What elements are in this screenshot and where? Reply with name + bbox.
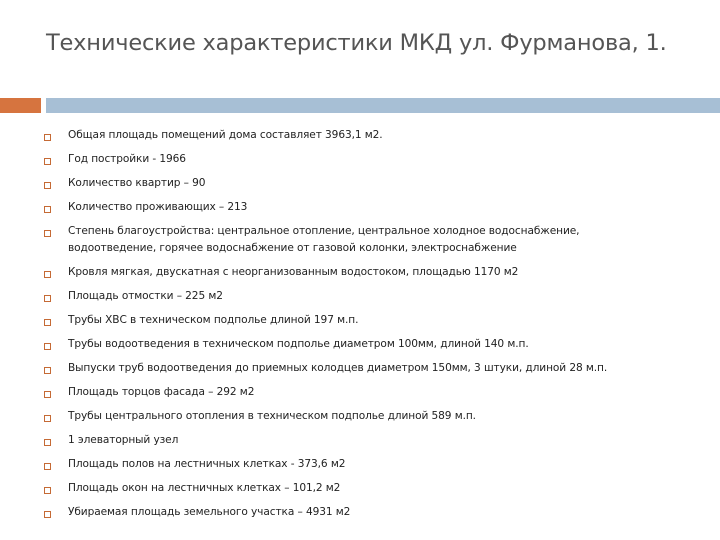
square-bullet-icon (44, 158, 51, 165)
square-bullet-icon (44, 343, 51, 350)
bullet-text: Трубы водоотведения в техническом подполье диаметром 100мм, длиной 140 м.п. (68, 338, 529, 350)
bullet-text: Площадь отмостки – 225 м2 (68, 290, 223, 302)
bullet-item-build-year (44, 153, 704, 168)
bullet-text: Трубы центрального отопления в техническом подполье длиной 589 м.п. (68, 410, 476, 422)
bullet-text: Количество квартир – 90 (68, 177, 206, 189)
square-bullet-icon (44, 230, 51, 237)
slide-title: Технические характеристики МКД ул. Фурманова, 1. (46, 30, 667, 56)
bullet-item-stair-windows (44, 482, 704, 497)
bullet-item-residents (44, 201, 704, 216)
bullet-text: Количество проживающих – 213 (68, 201, 248, 213)
square-bullet-icon (44, 391, 51, 398)
bullet-text: Площадь полов на лестничных клетках - 373,6 м2 (68, 458, 346, 470)
square-bullet-icon (44, 511, 51, 518)
bullet-item-facade-ends (44, 386, 704, 401)
bullet-item-blind-area (44, 290, 704, 305)
square-bullet-icon (44, 206, 51, 213)
bullet-item-stair-floors (44, 458, 704, 473)
square-bullet-icon (44, 271, 51, 278)
bullet-item-heating-pipes (44, 410, 704, 425)
bullet-text: Площадь окон на лестничных клетках – 101,2 м2 (68, 482, 341, 494)
bullet-text: Трубы ХВС в техническом подполье длиной 197 м.п. (68, 314, 359, 326)
bullet-text: Кровля мягкая, двускатная с неорганизованным водостоком, площадью 1170 м2 (68, 266, 519, 278)
square-bullet-icon (44, 415, 51, 422)
bullet-item-apartments (44, 177, 704, 192)
bullet-text: Общая площадь помещений дома составляет 3963,1 м2. (68, 129, 383, 141)
bullet-text: Степень благоустройства: центральное отопление, центральное холодное водоснабжение, водоотведение, горячее водоснабжение от газовой колонки, электроснабжение (68, 225, 580, 254)
bullet-item-elevator-unit (44, 434, 704, 449)
bullet-text: Год постройки - 1966 (68, 153, 186, 165)
square-bullet-icon (44, 439, 51, 446)
square-bullet-icon (44, 319, 51, 326)
square-bullet-icon (44, 367, 51, 374)
bullet-item-drainage-pipes (44, 338, 704, 353)
square-bullet-icon (44, 182, 51, 189)
bullet-text: 1 элеваторный узел (68, 434, 179, 446)
square-bullet-icon (44, 295, 51, 302)
bullet-item-total-area (44, 129, 704, 144)
square-bullet-icon (44, 463, 51, 470)
bullet-item-land-area (44, 506, 704, 521)
bullet-item-drainage-outlets (44, 362, 704, 377)
square-bullet-icon (44, 134, 51, 141)
bullet-item-amenities (44, 225, 704, 257)
bullet-text: Убираемая площадь земельного участка – 4931 м2 (68, 506, 351, 518)
bullet-text: Выпуски труб водоотведения до приемных колодцев диаметром 150мм, 3 штуки, длиной 28 м.п. (68, 362, 608, 374)
bullet-item-roof (44, 266, 704, 281)
bullet-text: Площадь торцов фасада – 292 м2 (68, 386, 255, 398)
bullet-item-cold-water-pipes (44, 314, 704, 329)
square-bullet-icon (44, 487, 51, 494)
